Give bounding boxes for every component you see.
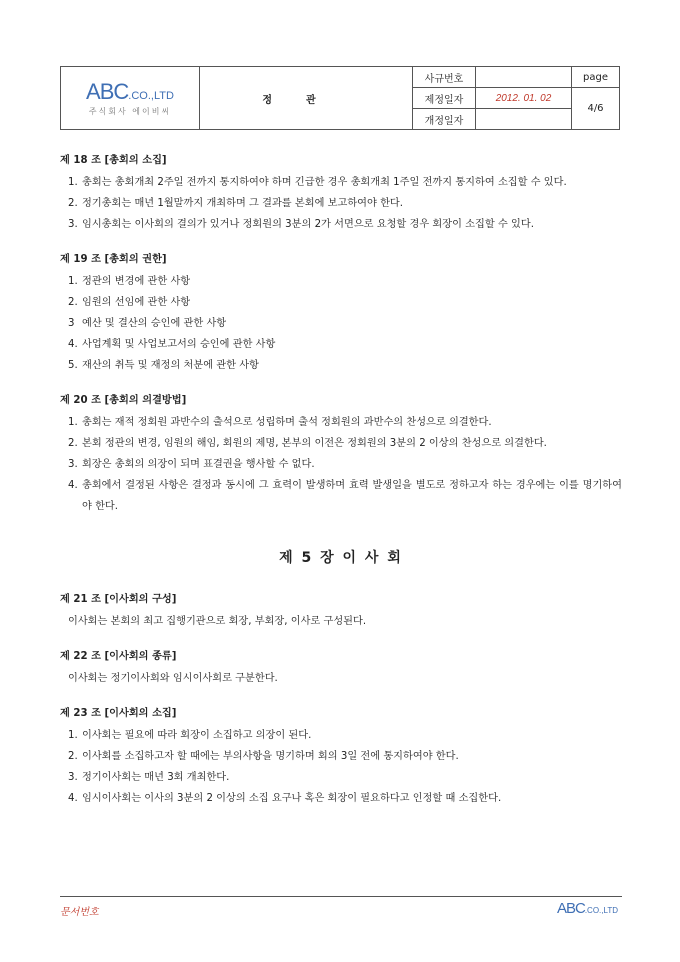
- article-title: 제 20 조 [총회의 의결방법]: [60, 395, 187, 406]
- article-title: 제 22 조 [이사회의 종류]: [60, 651, 177, 662]
- chapter-title: 제 5 장 이 사 회: [279, 550, 403, 566]
- footer-logo: [557, 900, 618, 918]
- footer-logo-main: ABC: [556, 900, 585, 917]
- list-item: [60, 475, 622, 517]
- item-text: 총회에서 결정된 사항은 결정과 동시에 그 효력이 발생하며 효력 발생일을 별도로 정하고자 하는 경우에는 이를 명기하여야 한다.: [82, 480, 622, 512]
- article-23: [60, 703, 622, 809]
- list-item: [60, 172, 622, 193]
- item-number: 4.: [68, 339, 78, 350]
- item-number: 2.: [68, 438, 78, 449]
- logo-main-text: ABC: [86, 79, 129, 104]
- item-text: 회장은 총회의 의장이 되며 표결권을 행사할 수 없다.: [82, 459, 315, 470]
- logo-subtitle: 주식회사 에이비씨: [88, 107, 172, 116]
- document-title: 정관: [200, 67, 413, 130]
- list-item: [60, 454, 622, 475]
- list-item: [60, 214, 622, 235]
- item-text: 사업계획 및 사업보고서의 승인에 관한 사항: [82, 339, 276, 350]
- page-number: 4/6: [572, 88, 620, 130]
- item-text: 정기총회는 매년 1월말까지 개최하며 그 결과를 본회에 보고하여야 한다.: [82, 198, 404, 209]
- enactment-date-label: 제정일자: [413, 88, 476, 109]
- article-21: [60, 589, 622, 632]
- list-item: [60, 746, 622, 767]
- list-item: [60, 788, 622, 809]
- article-text: 이사회는 본회의 최고 집행기관으로 회장, 부회장, 이사로 구성된다.: [68, 616, 367, 627]
- item-number: 2.: [68, 751, 78, 762]
- item-number: 1.: [68, 177, 78, 188]
- item-number: 1.: [68, 730, 78, 741]
- item-number: 3: [68, 318, 75, 329]
- regulation-number-value: [476, 67, 572, 88]
- article-title: 제 18 조 [총회의 소집]: [60, 155, 167, 166]
- item-number: 3.: [68, 772, 78, 783]
- article: [60, 390, 622, 517]
- list-item: [60, 355, 622, 376]
- item-text: 정기이사회는 매년 3회 개최한다.: [82, 772, 230, 783]
- revision-date-label: 개정일자: [413, 109, 476, 130]
- list-item: [60, 334, 622, 355]
- document-body: [60, 150, 622, 823]
- list-item: [60, 292, 622, 313]
- article-title: 제 21 조 [이사회의 구성]: [60, 594, 177, 605]
- item-text: 임시총회는 이사회의 결의가 있거나 정회원의 3분의 2가 서면으로 요청할 경우 회장이 소집할 수 있다.: [82, 219, 534, 230]
- item-number: 4.: [68, 793, 78, 804]
- item-text: 본회 정관의 변경, 임원의 해임, 회원의 제명, 본부의 이전은 정회원의 3분의 2 이상의 찬성으로 의결한다.: [82, 438, 547, 449]
- page-label: page: [572, 67, 620, 88]
- item-text: 임시이사회는 이사의 3분의 2 이상의 소집 요구나 혹은 회장이 필요하다고 인정할 때 소집한다.: [82, 793, 502, 804]
- footer-logo-suffix: .CO.,LTD: [584, 906, 618, 915]
- enactment-date-value: 2012. 01. 02: [476, 88, 572, 109]
- footer-doc-number: 문서번호: [60, 907, 99, 918]
- regulation-number-label: 사규번호: [413, 67, 476, 88]
- item-number: 2.: [68, 198, 78, 209]
- footer-divider: [60, 896, 622, 897]
- item-text: 정관의 변경에 관한 사항: [82, 276, 191, 287]
- logo-suffix-text: .CO.,LTD: [128, 90, 174, 102]
- document-header-table: [60, 66, 620, 130]
- item-text: 예산 및 결산의 승인에 관한 사항: [82, 318, 227, 329]
- item-text: 임원의 선임에 관한 사항: [82, 297, 191, 308]
- article-title: 제 19 조 [총회의 권한]: [60, 254, 167, 265]
- item-number: 3.: [68, 219, 78, 230]
- article-title: 제 23 조 [이사회의 소집]: [60, 708, 177, 719]
- item-number: 4.: [68, 480, 78, 491]
- item-number: 1.: [68, 417, 78, 428]
- list-item: [60, 767, 622, 788]
- article-text: 이사회는 정기이사회와 임시이사회로 구분한다.: [68, 673, 278, 684]
- article: [60, 249, 622, 376]
- item-text: 이사회는 필요에 따라 회장이 소집하고 의장이 된다.: [82, 730, 312, 741]
- list-item: [60, 433, 622, 454]
- item-text: 이사회를 소집하고자 할 때에는 부의사항을 명기하며 회의 3일 전에 통지하여야 한다.: [82, 751, 459, 762]
- list-item: [60, 193, 622, 214]
- revision-date-value: [476, 109, 572, 130]
- list-item: [60, 412, 622, 433]
- item-text: 재산의 취득 및 재정의 처분에 관한 사항: [82, 360, 259, 371]
- list-item: [60, 271, 622, 292]
- item-number: 2.: [68, 297, 78, 308]
- company-logo-cell: [61, 67, 200, 130]
- item-number: 1.: [68, 276, 78, 287]
- item-text: 총회는 총회개최 2주일 전까지 통지하여야 하며 긴급한 경우 총회개최 1주일 전까지 통지하여 소집할 수 있다.: [82, 177, 567, 188]
- list-item: [60, 725, 622, 746]
- company-logo: [61, 79, 199, 105]
- item-number: 3.: [68, 459, 78, 470]
- list-item: [60, 313, 622, 334]
- article: [60, 150, 622, 235]
- item-text: 총회는 재적 정회원 과반수의 출석으로 성립하며 출석 정회원의 과반수의 찬성으로 의결한다.: [82, 417, 492, 428]
- item-number: 5.: [68, 360, 78, 371]
- article-22: [60, 646, 622, 689]
